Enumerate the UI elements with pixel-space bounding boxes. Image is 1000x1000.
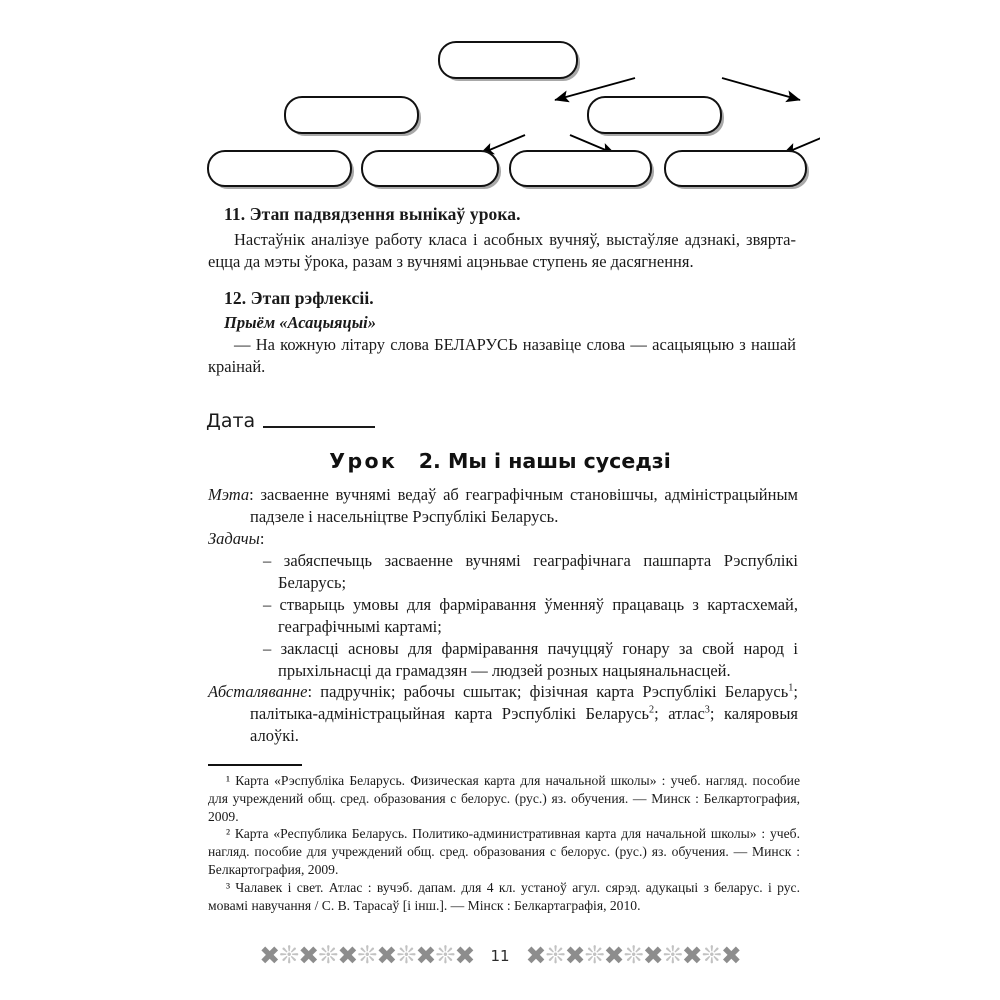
footnote-item: ³ Чалавек і свет. Атлас : вучэб. дапам. для 4 кл. устаноў агул. сярэд. адукацыі з беларус. і рус. мовамі навучання / С. В. Тарасаў [і інш.]. — Мінск : Белкартаграфія, 2010. <box>208 879 800 913</box>
footnote-item: ² Карта «Республика Беларусь. Политико-административная карта для начальной школы» : учеб. нагляд. пособие для учреждений общ. сред. образования с белорус. (рус.) яз. обучения. — Минск : Белкартография, 2009. <box>208 826 800 877</box>
plan-tasks-label: Задачы <box>208 528 260 548</box>
footnote-list <box>208 772 800 914</box>
plan-equipment-part-1: : падручнік; рабочы сшытак; фізічная карта Рэспублікі Беларусь <box>307 682 789 702</box>
plan-meta-text: : засваенне вучнямі ведаў аб геаграфічным становішчы, адміністрацыйным падзеле і насельніцтве Рэспублікі Беларусь. <box>249 485 798 526</box>
node-leaf-2 <box>362 151 498 186</box>
date-label: Дата <box>206 410 256 432</box>
lesson-title-text: 2. Мы і нашы суседзі <box>418 449 671 473</box>
plan-equipment-part-4: ; каляровыя алоўкі. <box>250 704 799 746</box>
node-root <box>439 42 577 78</box>
blank-hierarchy-tree-diagram <box>200 30 820 200</box>
plan-meta-row <box>208 484 798 528</box>
plan-tasks-label-row <box>208 528 798 550</box>
node-leaf-4 <box>665 151 806 186</box>
date-line <box>206 410 375 432</box>
plan-meta-label: Мэта <box>208 485 250 504</box>
lesson-closing-sections <box>208 204 796 378</box>
footnote-ref-3[interactable]: 3 <box>704 704 710 716</box>
lesson-plan-block <box>208 484 798 747</box>
node-leaf-3 <box>510 151 651 186</box>
section-12-priem: Прыём «Асацыяцыі» <box>224 313 377 333</box>
plan-task-list <box>208 550 798 682</box>
page-number: 11 <box>490 947 510 965</box>
footnote-ref-1[interactable]: 1 <box>788 682 794 694</box>
plan-task-item: – закласці асновы для фарміравання пачуццяў гонару за свой народ і прыхільнасці да грамадзян — людзей розных нацыянальнасцей. <box>263 638 798 680</box>
section-12-heading: 12. Этап рэфлексіі. <box>224 288 374 309</box>
plan-task-item: – стварыць умовы для фарміравання ўменняў працаваць з картасхемай, геаграфічнымі картамі; <box>263 594 798 636</box>
plan-equipment-part-2: ; палітыка-адміністрацыйная карта Рэспублікі Беларусь <box>250 682 798 724</box>
edge-root-to-mid-right <box>722 78 800 100</box>
plan-task-item: – забяспечыць засваенне вучнямі геаграфічнага пашпарта Рэспублікі Беларусь; <box>263 550 798 592</box>
node-leaf-1 <box>208 151 351 186</box>
footnote-item: ¹ Карта «Рэспубліка Беларусь. Физическая карта для начальной школы» : учеб. нагляд. пособие для учреждений общ. сред. образования с белорус. (рус.) яз. обучения. — Минск : Белкартография, 2009. <box>208 773 800 824</box>
date-blank-rule[interactable] <box>263 426 375 428</box>
plan-tasks-colon: : <box>259 528 265 548</box>
lesson-title <box>0 449 1000 473</box>
node-mid-left <box>285 97 418 133</box>
ornament-left: ✖ ❊ ✖ ❊ ✖ ❊ ✖ ❊ ✖ ❊ ✖ <box>259 942 475 970</box>
ornament-right: ✖ ❊ ✖ ❊ ✖ ❊ ✖ ❊ ✖ ❊ ✖ <box>525 942 741 970</box>
section-11-paragraph: Настаўнік аналізуе работу класа і асобных вучняў, выстаўляе адзнакі, звяртаецца да мэты ўрока, разам з вучнямі ацэньвае ступень яе дасягнення. <box>208 229 796 271</box>
plan-equipment-label: Абсталяванне <box>208 682 308 702</box>
plan-equipment-part-3: ; атлас <box>654 704 705 724</box>
plan-equipment-row <box>208 681 798 747</box>
footnote-separator-rule <box>208 764 302 766</box>
node-mid-right <box>588 97 721 133</box>
lesson-title-prefix: Урок <box>329 449 398 473</box>
page-footer <box>0 938 1000 974</box>
footnote-ref-2[interactable]: 2 <box>649 704 655 716</box>
section-12-paragraph: — На кожную літару слова БЕЛАРУСЬ назавіце слова — асацыяцыю з нашай краінай. <box>208 335 796 377</box>
section-11-heading: 11. Этап падвядзення вынікаў урока. <box>224 204 521 224</box>
